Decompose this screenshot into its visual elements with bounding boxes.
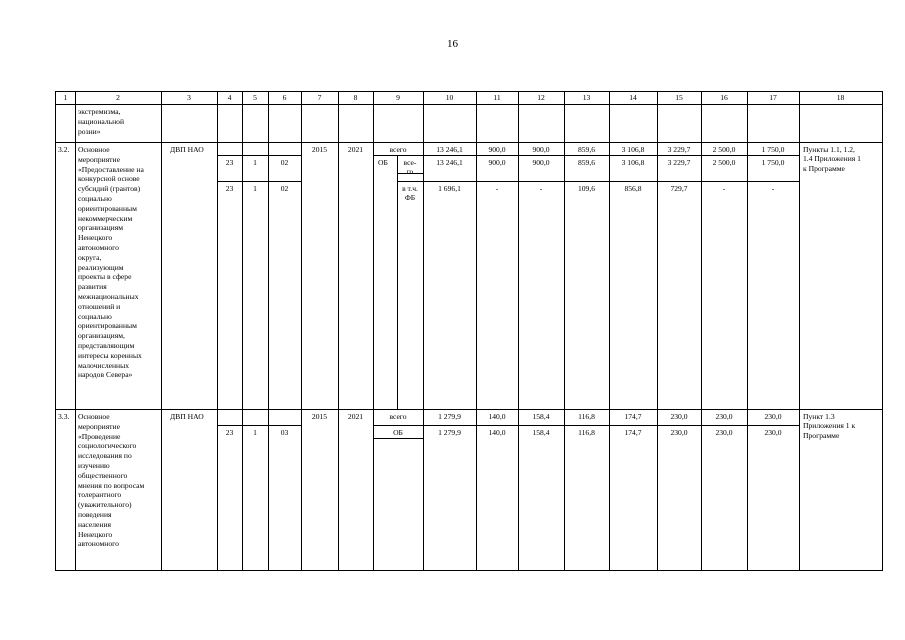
value-cell: 1 279,9 bbox=[438, 428, 461, 437]
text-line: национальной bbox=[78, 116, 125, 126]
text-line: экстремизма, bbox=[78, 107, 121, 116]
value-cell: 3 106,8 bbox=[621, 145, 645, 154]
page-number: 16 bbox=[447, 38, 458, 50]
text-line: организациям bbox=[78, 223, 124, 233]
reference-3-3: Пункт 1.3 Приложения 1 к Программе bbox=[803, 412, 856, 440]
value-cell: 230,0 bbox=[670, 428, 688, 437]
executor-3-2: ДВП НАО bbox=[170, 145, 204, 154]
value-cell: 856,8 bbox=[624, 184, 642, 193]
year-end-3-3: 2021 bbox=[347, 412, 364, 421]
code-om-3-2-b: 02 bbox=[280, 184, 289, 193]
value-cell: 1 750,0 bbox=[761, 158, 785, 167]
year-start-3-3: 2015 bbox=[311, 412, 328, 421]
text-line: малочисленных bbox=[78, 360, 130, 370]
column-header: 10 bbox=[445, 93, 454, 102]
value-cell: 13 246,1 bbox=[436, 158, 463, 167]
ob-label-3-2: ОБ bbox=[378, 158, 388, 167]
column-header: 18 bbox=[836, 93, 845, 102]
column-header: 1 bbox=[63, 93, 68, 102]
code-pp-3-2-b: 1 bbox=[253, 184, 257, 193]
text-line: субсидий (грантов) bbox=[78, 184, 141, 194]
grid-line bbox=[56, 409, 882, 410]
row-number-3-3: 3.3. bbox=[58, 412, 70, 421]
column-header: 11 bbox=[493, 93, 501, 102]
text-line: «Проведение bbox=[78, 431, 121, 441]
grid-line bbox=[301, 92, 302, 570]
value-cell: 3 229,7 bbox=[667, 158, 691, 167]
total-label-3-3: всего bbox=[389, 412, 407, 421]
year-end-3-2: 2021 bbox=[347, 145, 364, 154]
program-table bbox=[55, 91, 883, 571]
code-gp-3-3: 23 bbox=[225, 428, 234, 437]
text-line: исследования по bbox=[78, 451, 132, 461]
text-line: представляющим bbox=[78, 341, 135, 350]
text-line: конкурсной основе bbox=[78, 174, 140, 184]
text-line: (уважительного) bbox=[78, 500, 132, 510]
value-cell: - bbox=[539, 184, 543, 193]
column-header: 4 bbox=[227, 93, 232, 102]
column-header: 9 bbox=[396, 93, 400, 102]
text-line: межнациональных bbox=[78, 292, 139, 301]
text-line: социально bbox=[78, 311, 112, 321]
text-line: автономного bbox=[78, 243, 119, 252]
text-line: округа, bbox=[78, 252, 102, 262]
text-line: Ненецкого bbox=[78, 529, 113, 539]
column-header: 6 bbox=[282, 93, 287, 102]
value-cell: 116,8 bbox=[578, 428, 595, 437]
grid-line bbox=[373, 438, 423, 439]
text-line: реализующим bbox=[78, 262, 124, 272]
text-line: толерантного bbox=[78, 490, 122, 500]
code-gp-3-2-b: 23 bbox=[225, 184, 234, 193]
text-line: организациям, bbox=[78, 331, 125, 341]
value-cell: 230,0 bbox=[670, 412, 688, 421]
grid-line bbox=[217, 425, 301, 426]
value-cell: 900,0 bbox=[488, 158, 506, 167]
text-line: социологического bbox=[78, 441, 137, 451]
value-cell: 1 696,1 bbox=[438, 184, 461, 193]
column-header: 17 bbox=[769, 93, 777, 102]
value-cell: 859,6 bbox=[577, 158, 596, 167]
text-line: народов Севера» bbox=[78, 370, 133, 380]
text-line: развития bbox=[78, 282, 107, 292]
value-cell: 2 500,0 bbox=[712, 145, 736, 154]
text-line: мероприятие bbox=[78, 154, 120, 164]
executor-3-3: ДВП НАО bbox=[170, 412, 204, 421]
ob-label-3-3: ОБ bbox=[393, 428, 403, 437]
value-cell: - bbox=[771, 184, 775, 193]
text-line: изучению bbox=[78, 461, 110, 470]
code-gp-3-2-a: 23 bbox=[225, 158, 234, 167]
value-cell: 158,4 bbox=[532, 412, 550, 421]
grid-line bbox=[373, 155, 423, 156]
value-cell: 230,0 bbox=[715, 428, 733, 437]
value-cell: 230,0 bbox=[764, 412, 782, 421]
text-line: автономного bbox=[78, 539, 119, 549]
value-cell: 158,4 bbox=[532, 428, 550, 437]
grid-line bbox=[161, 92, 162, 570]
text-line: населения bbox=[78, 519, 112, 529]
value-cell: 859,6 bbox=[577, 145, 596, 154]
grid-line bbox=[423, 425, 799, 426]
text-line: «Предоставление на bbox=[78, 164, 144, 174]
value-cell: 1 279,9 bbox=[438, 412, 461, 421]
value-cell: 230,0 bbox=[764, 428, 782, 437]
grid-line bbox=[373, 425, 423, 426]
column-header: 13 bbox=[582, 93, 591, 102]
text-line: мероприятие bbox=[78, 421, 120, 431]
value-cell: 900,0 bbox=[532, 158, 550, 167]
column-header: 2 bbox=[116, 93, 120, 102]
column-header: 3 bbox=[187, 93, 191, 102]
grid-line bbox=[56, 142, 882, 143]
column-header: 8 bbox=[353, 93, 358, 102]
text-line: Ненецкого bbox=[78, 233, 113, 243]
vtch-label-3-2: в т.ч. ФБ bbox=[402, 184, 418, 203]
text-line: отношений и bbox=[78, 301, 121, 311]
year-start-3-2: 2015 bbox=[311, 145, 328, 154]
text-line: проекты в сфере bbox=[78, 272, 132, 282]
text-line: ориентированным bbox=[78, 203, 137, 213]
value-cell: - bbox=[495, 184, 499, 193]
code-pp-3-2-a: 1 bbox=[253, 158, 257, 167]
column-header: 16 bbox=[720, 93, 728, 102]
grid-line bbox=[56, 104, 882, 105]
grid-line bbox=[217, 181, 301, 182]
value-cell: 174,7 bbox=[624, 412, 642, 421]
code-pp-3-3: 1 bbox=[253, 428, 257, 437]
value-cell: 140,0 bbox=[488, 428, 506, 437]
value-cell: 174,7 bbox=[624, 428, 642, 437]
text-line: некоммерческим bbox=[78, 213, 133, 223]
grid-line bbox=[217, 155, 301, 156]
value-cell: 900,0 bbox=[532, 145, 550, 154]
row-number-3-2: 3.2. bbox=[58, 145, 70, 154]
grid-line bbox=[397, 181, 423, 182]
value-cell: 230,0 bbox=[715, 412, 733, 421]
value-cell: 1 750,0 bbox=[761, 145, 785, 154]
column-header: 5 bbox=[253, 93, 257, 102]
value-cell: 109,6 bbox=[577, 184, 596, 193]
grid-line bbox=[75, 92, 76, 570]
value-cell: 900,0 bbox=[488, 145, 506, 154]
text-line: интересы коренных bbox=[78, 350, 142, 360]
text-line: розни» bbox=[78, 126, 101, 136]
vse-label-3-2: все- го bbox=[403, 158, 417, 177]
grid-line bbox=[423, 181, 799, 182]
value-cell: - bbox=[722, 184, 726, 193]
code-om-3-3: 03 bbox=[280, 428, 289, 437]
grid-line bbox=[338, 92, 339, 570]
value-cell: 13 246,1 bbox=[436, 145, 463, 154]
total-label-3-2: всего bbox=[389, 145, 407, 154]
code-om-3-2-a: 02 bbox=[280, 158, 289, 167]
text-line: общественного bbox=[78, 470, 128, 480]
value-cell: 140,0 bbox=[488, 412, 506, 421]
value-cell: 3 229,7 bbox=[667, 145, 691, 154]
value-cell: 2 500,0 bbox=[712, 158, 736, 167]
column-header: 12 bbox=[537, 93, 545, 102]
grid-line bbox=[799, 92, 800, 570]
column-header: 14 bbox=[629, 93, 637, 102]
text-line: мнения по вопросам bbox=[78, 480, 145, 490]
text-line: Основное bbox=[78, 412, 110, 421]
grid-line bbox=[373, 92, 374, 570]
text-line: Основное bbox=[78, 145, 110, 154]
value-cell: 116,8 bbox=[578, 412, 595, 421]
value-cell: 3 106,8 bbox=[621, 158, 645, 167]
text-line: социально bbox=[78, 194, 112, 203]
text-line: ориентированным bbox=[78, 321, 137, 331]
column-header: 7 bbox=[317, 93, 322, 102]
value-cell: 729,7 bbox=[670, 184, 688, 193]
grid-line bbox=[423, 155, 799, 156]
reference-3-2: Пункты 1.1, 1.2, 1.4 Приложения 1 к Программе bbox=[803, 145, 861, 173]
text-line: поведения bbox=[78, 510, 112, 519]
column-header: 15 bbox=[675, 93, 683, 102]
